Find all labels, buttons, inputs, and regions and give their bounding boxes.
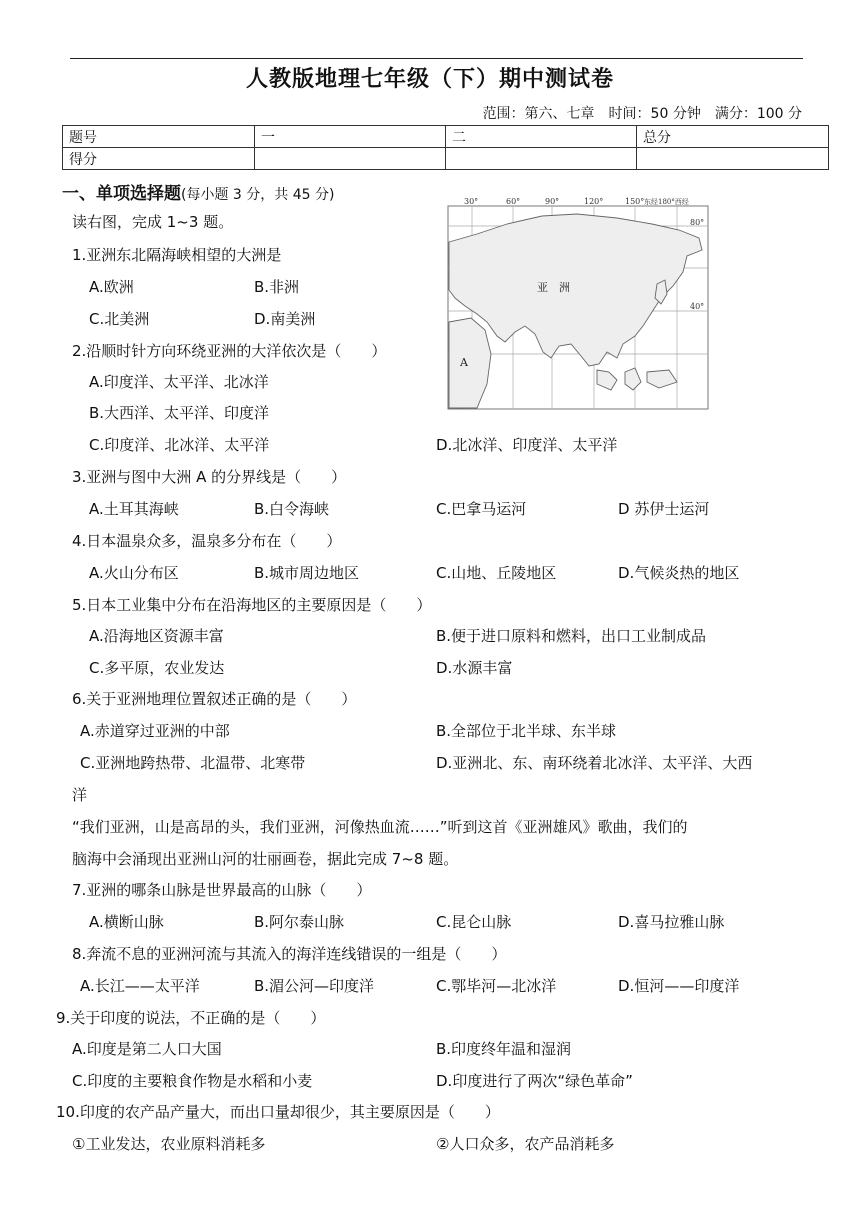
table-row <box>63 148 829 170</box>
option-a[interactable]: A.横断山脉 <box>89 913 164 931</box>
question-stem: 5.日本工业集中分布在沿海地区的主要原因是（ ） <box>72 596 432 614</box>
lon-label: 150° <box>625 197 645 206</box>
lat-label: 80° <box>690 218 705 227</box>
lat-label: 40° <box>690 302 705 311</box>
continent-a-label: A <box>460 356 468 369</box>
option-b[interactable]: B.白令海峡 <box>254 500 330 518</box>
question-stem: 7.亚洲的哪条山脉是世界最高的山脉（ ） <box>72 881 372 899</box>
option-c[interactable]: C.鄂毕河—北冰洋 <box>436 977 557 995</box>
option-1[interactable]: ①工业发达，农业原料消耗多 <box>72 1135 266 1153</box>
option-c[interactable]: C.山地、丘陵地区 <box>436 564 557 582</box>
option-a[interactable]: A.火山分布区 <box>89 564 179 582</box>
option-b[interactable]: B.城市周边地区 <box>254 564 360 582</box>
score-table <box>62 125 829 170</box>
option-b[interactable]: B.全部位于北半球、东半球 <box>436 722 617 740</box>
option-c[interactable]: C.亚洲地跨热带、北温带、北寒带 <box>80 754 306 772</box>
option-c[interactable]: C.北美洲 <box>89 310 150 328</box>
table-row <box>63 126 829 148</box>
option-d[interactable]: D.北冰洋、印度洋、太平洋 <box>436 436 618 454</box>
option-a[interactable]: A.印度是第二人口大国 <box>72 1040 222 1058</box>
option-b[interactable]: B.湄公河—印度洋 <box>254 977 375 995</box>
intro-text: 读右图，完成 1~3 题。 <box>72 213 234 231</box>
question-stem: 6.关于亚洲地理位置叙述正确的是（ ） <box>72 690 357 708</box>
table-cell: 一 <box>255 126 446 148</box>
lon-label: 东经180°西经 <box>644 198 689 206</box>
option-a[interactable]: A.欧洲 <box>89 278 134 296</box>
score-cell[interactable] <box>637 148 829 170</box>
question-stem: 9.关于印度的说法，不正确的是（ ） <box>56 1009 326 1027</box>
option-2[interactable]: ②人口众多，农产品消耗多 <box>436 1135 615 1153</box>
option-c[interactable]: C.巴拿马运河 <box>436 500 527 518</box>
option-a[interactable]: A.沿海地区资源丰富 <box>89 627 224 645</box>
question-stem: 4.日本温泉众多，温泉多分布在（ ） <box>72 532 342 550</box>
page-title: 人教版地理七年级（下）期中测试卷 <box>245 67 614 92</box>
option-b[interactable]: B.阿尔泰山脉 <box>254 913 345 931</box>
option-c[interactable]: C.印度的主要粮食作物是水稻和小麦 <box>72 1072 313 1090</box>
option-a[interactable]: A.长江——太平洋 <box>80 977 200 995</box>
exam-info: 范围：第六、七章 时间：50 分钟 满分：100 分 <box>482 106 802 122</box>
lon-label: 60° <box>506 197 521 206</box>
option-d[interactable]: D.亚洲北、东、南环绕着北冰洋、太平洋、大西 <box>436 754 753 772</box>
option-c[interactable]: C.印度洋、北冰洋、太平洋 <box>89 436 270 454</box>
option-d[interactable]: D.印度进行了两次“绿色革命” <box>436 1072 633 1090</box>
lon-label: 120° <box>584 197 604 206</box>
option-d[interactable]: D.气候炎热的地区 <box>618 564 740 582</box>
option-d[interactable]: D.喜马拉雅山脉 <box>618 913 725 931</box>
table-cell: 总分 <box>637 126 829 148</box>
table-cell: 题号 <box>63 126 255 148</box>
table-cell: 得分 <box>63 148 255 170</box>
intro-text: 脑海中会涌现出亚洲山河的壮丽画卷，据此完成 7~8 题。 <box>72 850 459 868</box>
question-stem: 1.亚洲东北隔海峡相望的大洲是 <box>72 246 282 264</box>
question-stem: 3.亚洲与图中大洲 A 的分界线是（ ） <box>72 468 347 486</box>
intro-text: “我们亚洲，山是高昂的头，我们亚洲，河像热血流……”听到这首《亚洲雄风》歌曲，我们的 <box>72 818 688 836</box>
option-d-continued: 洋 <box>72 786 88 804</box>
option-b[interactable]: B.便于进口原料和燃料，出口工业制成品 <box>436 627 707 645</box>
option-a[interactable]: A.印度洋、太平洋、北冰洋 <box>89 373 269 391</box>
asia-map <box>447 194 709 410</box>
option-d[interactable]: D.水源丰富 <box>436 659 513 677</box>
top-rule <box>70 58 803 59</box>
section-title: 一、单项选择题 <box>62 184 181 204</box>
score-cell[interactable] <box>255 148 446 170</box>
option-a[interactable]: A.土耳其海峡 <box>89 500 179 518</box>
lon-label: 90° <box>545 197 560 206</box>
option-b[interactable]: B.印度终年温和湿润 <box>436 1040 572 1058</box>
question-stem: 2.沿顺时针方向环绕亚洲的大洋依次是（ ） <box>72 342 387 360</box>
question-stem: 10.印度的农产品产量大，而出口量却很少，其主要原因是（ ） <box>56 1103 500 1121</box>
question-stem: 8.奔流不息的亚洲河流与其流入的海洋连线错误的一组是（ ） <box>72 945 507 963</box>
option-d[interactable]: D.恒河——印度洋 <box>618 977 740 995</box>
score-cell[interactable] <box>446 148 637 170</box>
table-cell: 二 <box>446 126 637 148</box>
option-c[interactable]: C.昆仑山脉 <box>436 913 512 931</box>
option-d[interactable]: D.南美洲 <box>254 310 316 328</box>
option-a[interactable]: A.赤道穿过亚洲的中部 <box>80 722 230 740</box>
option-b[interactable]: B.大西洋、太平洋、印度洋 <box>89 404 270 422</box>
option-c[interactable]: C.多平原，农业发达 <box>89 659 225 677</box>
section-heading <box>62 179 334 204</box>
asia-label: 亚 洲 <box>537 281 570 294</box>
lon-label: 30° <box>464 197 479 206</box>
option-d[interactable]: D 苏伊士运河 <box>618 500 710 518</box>
section-note: (每小题 3 分，共 45 分) <box>181 187 335 203</box>
option-b[interactable]: B.非洲 <box>254 278 300 296</box>
